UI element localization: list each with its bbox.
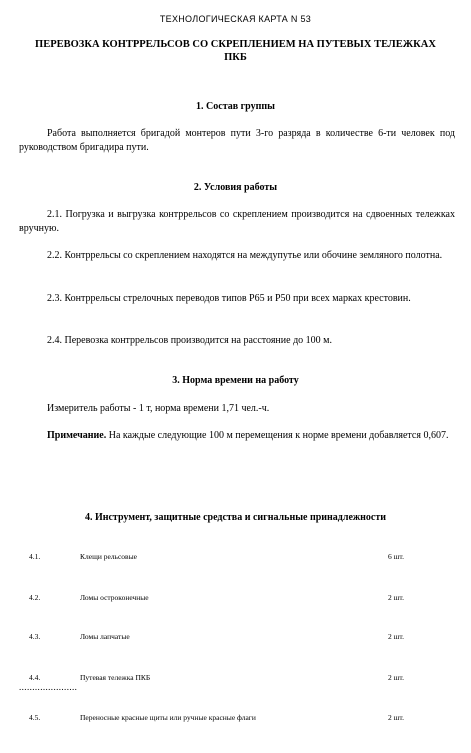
section-3-text: Измеритель работы - 1 т, норма времени 1,71 чел.-ч. — [47, 403, 270, 414]
row-4-3-name: Ломы лапчатые — [80, 632, 130, 641]
note-label: Примечание. — [47, 430, 107, 441]
row-4-5-num: 4.5. — [29, 713, 41, 722]
row-4-5-name: Переносные красные щиты или ручные красные флаги — [80, 713, 256, 722]
row-4-5-qty: 2 шт. — [388, 713, 404, 722]
row-4-1-num: 4.1. — [29, 552, 41, 561]
item-2-3: 2.3. Контррельсы стрелочных переводов типов Р65 и Р50 при всех марках крестовин. — [47, 293, 411, 304]
row-4-3-qty: 2 шт. — [388, 632, 404, 641]
row-4-2-num: 4.2. — [29, 593, 41, 602]
dotted-leader: ...................... — [19, 682, 78, 692]
section-heading-1: 1. Состав группы — [196, 101, 275, 112]
section-3-note — [19, 429, 455, 443]
row-4-2-name: Ломы остроконечные — [80, 593, 149, 602]
section-heading-4: 4. Инструмент, защитные средства и сигнальные принадлежности — [84, 512, 387, 523]
row-4-4-qty: 2 шт. — [388, 673, 404, 682]
row-4-4-num: 4.4. — [29, 673, 41, 682]
note-text: На каждые следующие 100 м перемещения к норме времени добавляется 0,607. — [108, 430, 449, 441]
section-1-text: Работа выполняется бригадой монтеров пути 3-го разряда в количестве 6-ти человек под руководством бригадира пути. — [19, 128, 455, 153]
row-4-1-name: Клещи рельсовые — [80, 552, 137, 561]
section-heading-3: 3. Норма времени на работу — [172, 375, 299, 386]
section-heading-2: 2. Условия работы — [193, 182, 278, 193]
row-4-3-num: 4.3. — [29, 632, 41, 641]
row-4-4-name: Путевая тележка ПКБ — [80, 673, 151, 682]
item-2-2: 2.2. Контррельсы со скреплением находятся на междупутье или обочине земляного полотна. — [47, 250, 443, 261]
document-title: ПЕРЕВОЗКА КОНТРРЕЛЬСОВ СО СКРЕПЛЕНИЕМ НА ПУТЕВЫХ ТЕЛЕЖКАХ ПКБ — [35, 39, 436, 63]
item-2-1: 2.1. Погрузка и выгрузка контррельсов со скреплением производится на сдвоенных тележках вручную. — [19, 209, 455, 234]
row-4-1-qty: 6 шт. — [388, 552, 404, 561]
row-4-2-qty: 2 шт. — [388, 593, 404, 602]
card-title: ТЕХНОЛОГИЧЕСКАЯ КАРТА N 53 — [159, 14, 312, 24]
item-2-4: 2.4. Перевозка контррельсов производится на расстояние до 100 м. — [47, 335, 332, 346]
